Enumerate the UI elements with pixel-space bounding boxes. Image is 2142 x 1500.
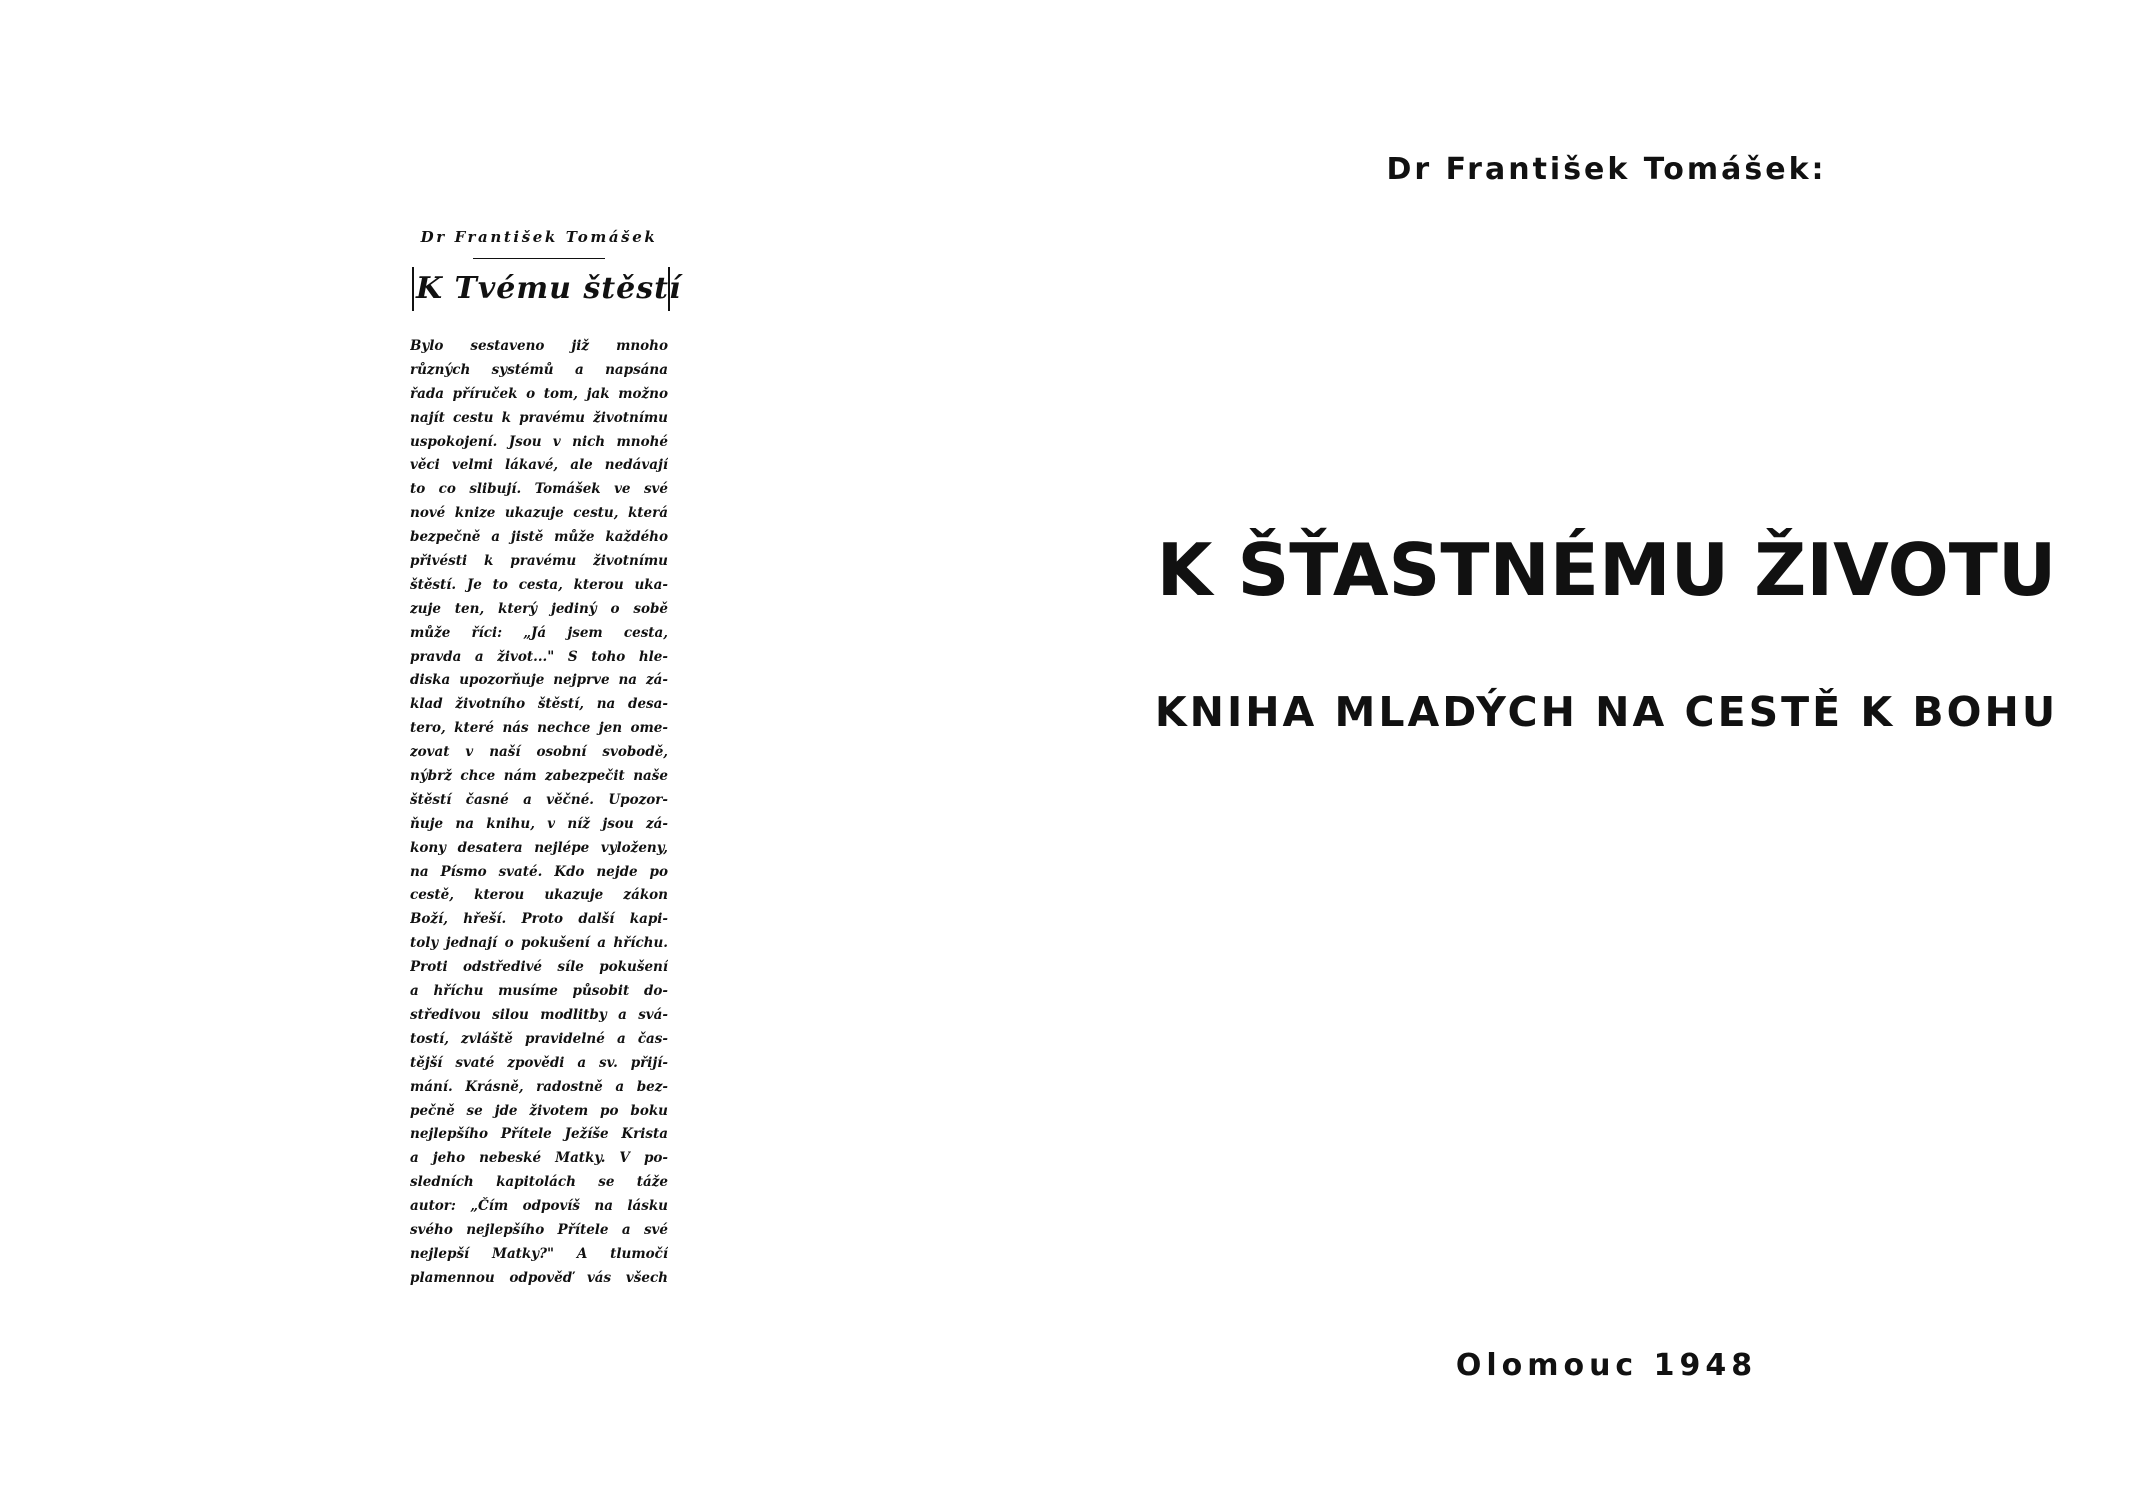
clipping-line: věci velmi lákavé, ale nedávají (410, 457, 668, 474)
clipping-line: diska upozorňuje nejprve na zá- (410, 672, 668, 689)
clipping-line: řada příruček o tom, jak možno (410, 385, 668, 402)
clipping-line: na Písmo svaté. Kdo nejde po (410, 863, 668, 880)
clipping-line: cestě, kterou ukazuje zákon (410, 887, 668, 904)
clipping-author: Dr František Tomášek (420, 228, 658, 246)
clipping-line: uspokojení. Jsou v nich mnohé (410, 433, 668, 450)
clipping-line: zuje ten, který jediný o sobě (410, 600, 668, 617)
clipping-line: štěstí časné a věčné. Upozor- (410, 791, 668, 808)
clipping-line: zovat v naší osobní svobodě, (410, 744, 668, 761)
newspaper-clipping (410, 228, 682, 1291)
clipping-line: tější svaté zpovědi a sv. přijí- (410, 1054, 668, 1071)
clipping-line: nejlepšího Přítele Ježíše Krista (410, 1126, 668, 1143)
book-subtitle: KNIHA MLADÝCH NA CESTĚ K BOHU (1154, 688, 2059, 736)
clipping-line: tostí, zvláště pravidelné a čas- (410, 1030, 668, 1047)
clipping-body (410, 335, 668, 1291)
clipping-line: najít cestu k pravému životnímu (410, 409, 668, 426)
clipping-line: klad životního štěstí, na desa- (410, 696, 668, 713)
clipping-line: různých systémů a napsána (410, 361, 668, 378)
clipping-line: pečně se jde životem po boku (410, 1102, 668, 1119)
book-author: Dr František Tomášek: (1386, 152, 1827, 187)
right-page (1071, 0, 2142, 1500)
clipping-line: může říci: „Já jsem cesta, (410, 624, 668, 641)
clipping-line: středivou silou modlitby a svá- (410, 1006, 668, 1023)
clipping-line: bezpečně a jistě může každého (410, 529, 668, 546)
publication-place-year: Olomouc 1948 (1455, 1348, 1758, 1383)
clipping-line: nejlepší Matky?" A tlumočí (410, 1245, 668, 1262)
clipping-title-box (412, 267, 682, 311)
clipping-line: plamennou odpověď vás všech (410, 1269, 668, 1286)
clipping-line: toly jednají o pokušení a hříchu. (410, 935, 668, 952)
clipping-line: svého nejlepšího Přítele a své (410, 1221, 668, 1238)
clipping-line: štěstí. Je to cesta, kterou uka- (410, 576, 668, 593)
clipping-line: a jeho nebeské Matky. V po- (410, 1150, 668, 1167)
clipping-line: to co slibují. Tomášek ve své (410, 481, 668, 498)
clipping-line: kony desatera nejlépe vyloženy, (410, 839, 668, 856)
clipping-line: Bylo sestaveno již mnoho (410, 338, 668, 354)
clipping-rule (473, 258, 605, 259)
clipping-line: přivésti k pravému životnímu (410, 553, 668, 570)
clipping-line: autor: „Čím odpovíš na lásku (410, 1198, 668, 1215)
clipping-line: Boží, hřeší. Proto další kapi- (410, 911, 668, 928)
clipping-line: nýbrž chce nám zabezpečit naše (410, 768, 668, 785)
clipping-line: a hříchu musíme působit do- (410, 983, 668, 1000)
clipping-line: nové knize ukazuje cestu, která (410, 505, 668, 522)
clipping-line: tero, které nás nechce jen ome- (410, 720, 668, 737)
book-title: K ŠŤASTNÉMU ŽIVOTU (1156, 528, 2057, 612)
clipping-line: Proti odstředivé síle pokušení (410, 959, 668, 976)
clipping-line: pravda a život..." S toho hle- (410, 648, 668, 665)
clipping-title: K Tvému štěstí (416, 271, 682, 306)
clipping-line: ňuje na knihu, v níž jsou zá- (410, 815, 668, 832)
clipping-line: sledních kapitolách se táže (410, 1174, 668, 1191)
clipping-line: mání. Krásně, radostně a bez- (410, 1078, 668, 1095)
